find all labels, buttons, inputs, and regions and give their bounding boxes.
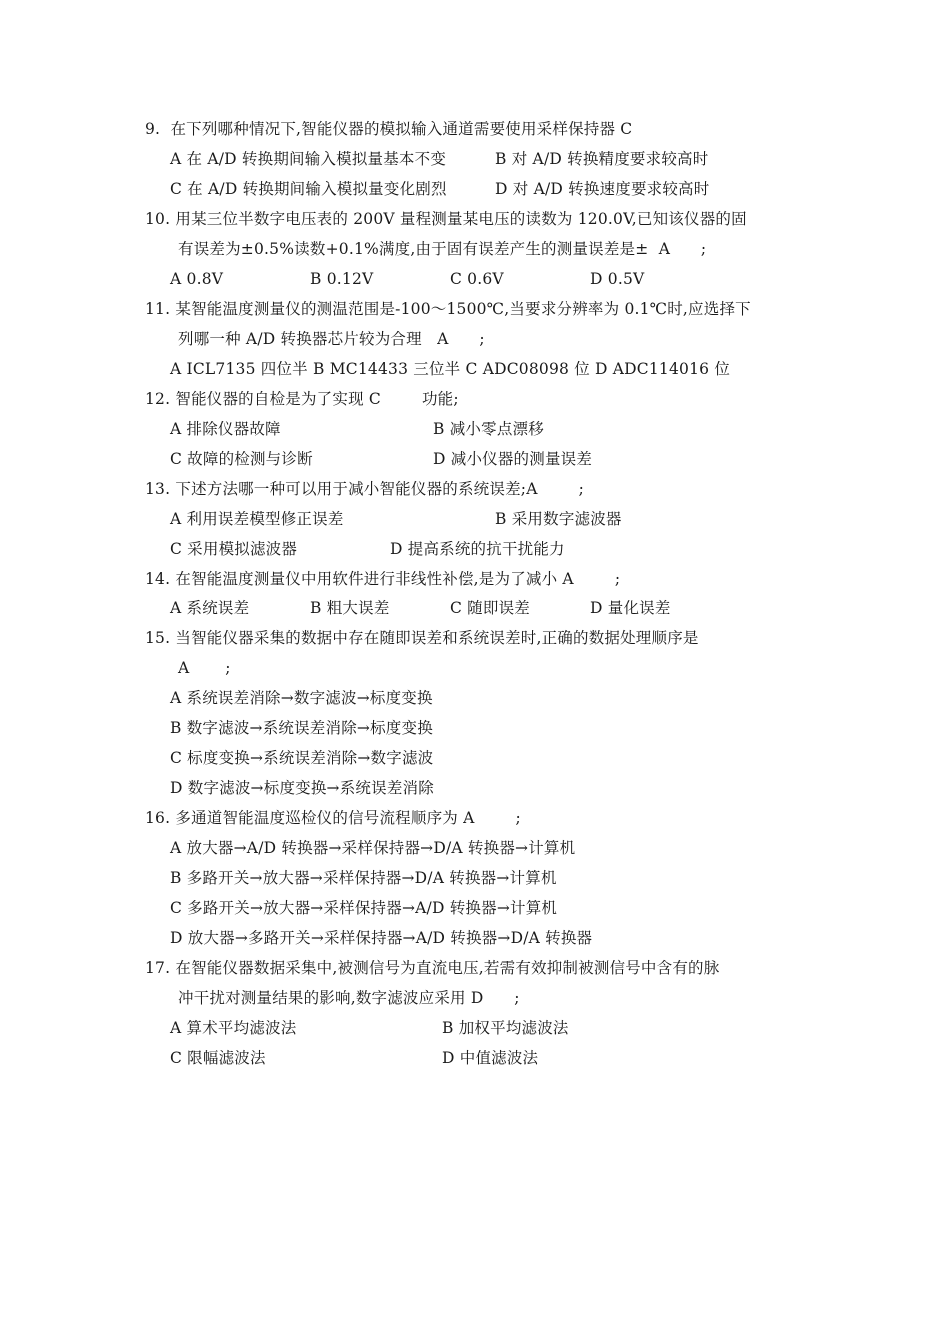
- question-14-option-b: B 粗大误差: [310, 599, 390, 617]
- question-9-option-b: B 对 A/D 转换精度要求较高时: [495, 150, 709, 168]
- question-14-option-a: A 系统误差: [170, 599, 250, 617]
- question-11-stem: 11. 某智能温度测量仪的测温范围是-100～1500℃,当要求分辨率为 0.1℃时,应选择下: [145, 300, 751, 318]
- question-13-option-c: C 采用模拟滤波器: [170, 540, 298, 558]
- question-12-stem: 12. 智能仪器的自检是为了实现 C 功能;: [145, 390, 459, 408]
- question-17-option-d: D 中值滤波法: [442, 1049, 539, 1067]
- question-15-stem: 15. 当智能仪器采集的数据中存在随即误差和系统误差时,正确的数据处理顺序是: [145, 629, 699, 647]
- question-9-option-a: A 在 A/D 转换期间输入模拟量基本不变: [170, 150, 447, 168]
- question-9-stem: 9. 在下列哪种情况下,智能仪器的模拟输入通道需要使用采样保持器 C: [145, 120, 633, 138]
- question-12-option-b: B 减小零点漂移: [433, 420, 544, 438]
- question-10-stem: 10. 用某三位半数字电压表的 200V 量程测量某电压的读数为 120.0V,已知该仪器的固: [145, 210, 747, 228]
- question-15-option-c: C 标度变换→系统误差消除→数字滤波: [170, 749, 434, 767]
- question-9-option-d: D 对 A/D 转换速度要求较高时: [495, 180, 710, 198]
- question-17-option-a: A 算术平均滤波法: [170, 1019, 297, 1037]
- question-9-option-c: C 在 A/D 转换期间输入模拟量变化剧烈: [170, 180, 447, 198]
- question-12-option-c: C 故障的检测与诊断: [170, 450, 313, 468]
- question-15-option-a: A 系统误差消除→数字滤波→标度变换: [170, 689, 433, 707]
- question-15-option-d: D 数字滤波→标度变换→系统误差消除: [170, 779, 434, 797]
- question-15-stem-continued: A ;: [178, 659, 231, 677]
- question-13-option-b: B 采用数字滤波器: [495, 510, 622, 528]
- question-16-option-c: C 多路开关→放大器→采样保持器→A/D 转换器→计算机: [170, 899, 558, 917]
- question-10-option-d: D 0.5V: [590, 270, 645, 288]
- question-12-option-a: A 排除仪器故障: [170, 420, 281, 438]
- question-12-option-d: D 减小仪器的测量误差: [433, 450, 593, 468]
- question-13-stem: 13. 下述方法哪一种可以用于减小智能仪器的系统误差;A ;: [145, 480, 585, 498]
- question-16-option-d: D 放大器→多路开关→采样保持器→A/D 转换器→D/A 转换器: [170, 929, 593, 947]
- question-15-option-b: B 数字滤波→系统误差消除→标度变换: [170, 719, 433, 737]
- question-17-option-b: B 加权平均滤波法: [442, 1019, 569, 1037]
- question-16-option-b: B 多路开关→放大器→采样保持器→D/A 转换器→计算机: [170, 869, 557, 887]
- question-13-option-a: A 利用误差模型修正误差: [170, 510, 344, 528]
- question-10-option-b: B 0.12V: [310, 270, 374, 288]
- question-16-stem: 16. 多通道智能温度巡检仪的信号流程顺序为 A ;: [145, 809, 521, 827]
- question-11-options: A ICL7135 四位半 B MC14433 三位半 C ADC08098 位 D ADC114016 位: [170, 360, 731, 378]
- question-14-stem: 14. 在智能温度测量仪中用软件进行非线性补偿,是为了减小 A ;: [145, 570, 621, 588]
- question-17-stem: 17. 在智能仪器数据采集中,被测信号为直流电压,若需有效抑制被测信号中含有的脉: [145, 959, 720, 977]
- question-14-option-c: C 随即误差: [450, 599, 530, 617]
- question-17-option-c: C 限幅滤波法: [170, 1049, 266, 1067]
- question-13-option-d: D 提高系统的抗干扰能力: [390, 540, 565, 558]
- question-16-option-a: A 放大器→A/D 转换器→采样保持器→D/A 转换器→计算机: [170, 839, 576, 857]
- question-17-stem-continued: 冲干扰对测量结果的影响,数字滤波应采用 D ;: [178, 989, 520, 1007]
- question-14-option-d: D 量化误差: [590, 599, 671, 617]
- question-10-option-a: A 0.8V: [170, 270, 224, 288]
- question-10-option-c: C 0.6V: [450, 270, 504, 288]
- question-10-stem-continued: 有误差为±0.5%读数+0.1%满度,由于固有误差产生的测量误差是± A ;: [178, 240, 707, 258]
- question-11-stem-continued: 列哪一种 A/D 转换器芯片较为合理 A ;: [178, 330, 485, 348]
